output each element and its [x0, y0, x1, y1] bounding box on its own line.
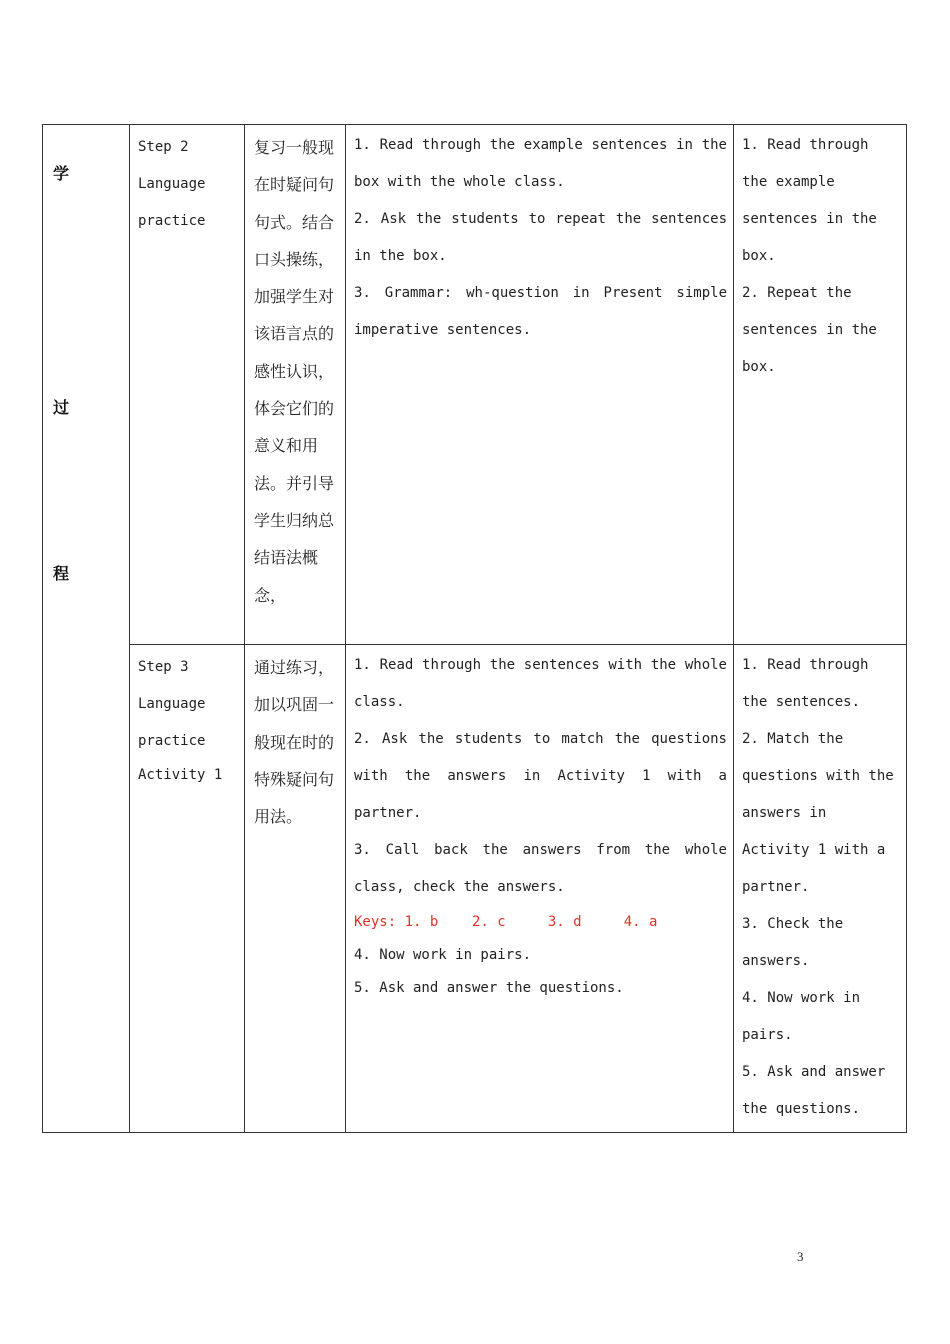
teacher-item: 2. Ask the students to repeat the sentences in the box. — [354, 211, 727, 264]
step-line: Language — [138, 696, 206, 712]
page-number: 3 — [797, 1249, 804, 1264]
table-row — [43, 125, 907, 645]
student-item: 1. Read through the example sentences in the box. — [742, 137, 877, 264]
teacher-activity-cell — [346, 125, 734, 645]
goal-cell — [245, 125, 346, 645]
teacher-item: 3. Grammar: wh-question in Present simple imperative sentences. — [354, 285, 727, 338]
side-label-char: 过 — [53, 398, 70, 417]
goal-text: 通过练习，加以巩固一般现在时的特殊疑问句用法。 — [254, 658, 335, 827]
teacher-item: 4. Now work in pairs. — [354, 947, 532, 963]
student-item: 1. Read through the sentences. — [742, 657, 869, 710]
student-item: 5. Ask and answer the questions. — [742, 1064, 886, 1117]
goal-cell — [245, 645, 346, 1133]
side-label-char: 程 — [53, 564, 70, 583]
step-line: Step 2 — [138, 139, 189, 155]
answer-keys: Keys: 1. b 2. c 3. d 4. a — [354, 914, 658, 930]
table-row — [43, 645, 907, 1133]
process-label-cell — [43, 125, 130, 1133]
goal-text: 复习一般现在时疑问句句式。结合口头操练，加强学生对该语言点的感性认识，体会它们的意义和用法。并引导学生归纳总结语法概念， — [254, 138, 335, 605]
teacher-item: 3. Call back the answers from the whole class, check the answers. — [354, 842, 727, 895]
student-activity-cell — [734, 645, 907, 1133]
teacher-activity-cell — [346, 645, 734, 1133]
step-line: Step 3 — [138, 659, 189, 675]
student-item: 2. Match the questions with the answers in Activity 1 with a partner. — [742, 731, 894, 895]
side-label-char: 学 — [53, 164, 70, 183]
step-cell — [130, 125, 245, 645]
step-line: practice — [138, 733, 206, 749]
teacher-item: 1. Read through the sentences with the whole class. — [354, 657, 727, 710]
teacher-item: 2. Ask the students to match the questions with the answers in Activity 1 with a partner. — [354, 731, 727, 821]
step-line: Activity 1 — [138, 767, 223, 783]
student-item: 3. Check the answers. — [742, 916, 844, 969]
teacher-item: 1. Read through the example sentences in the box with the whole class. — [354, 137, 727, 190]
student-activity-cell — [734, 125, 907, 645]
student-item: 4. Now work in pairs. — [742, 990, 861, 1043]
student-item: 2. Repeat the sentences in the box. — [742, 285, 877, 375]
step-line: practice — [138, 213, 206, 229]
step-line: Language — [138, 176, 206, 192]
step-cell — [130, 645, 245, 1133]
lesson-table — [42, 124, 907, 1133]
teacher-item: 5. Ask and answer the questions. — [354, 980, 624, 996]
